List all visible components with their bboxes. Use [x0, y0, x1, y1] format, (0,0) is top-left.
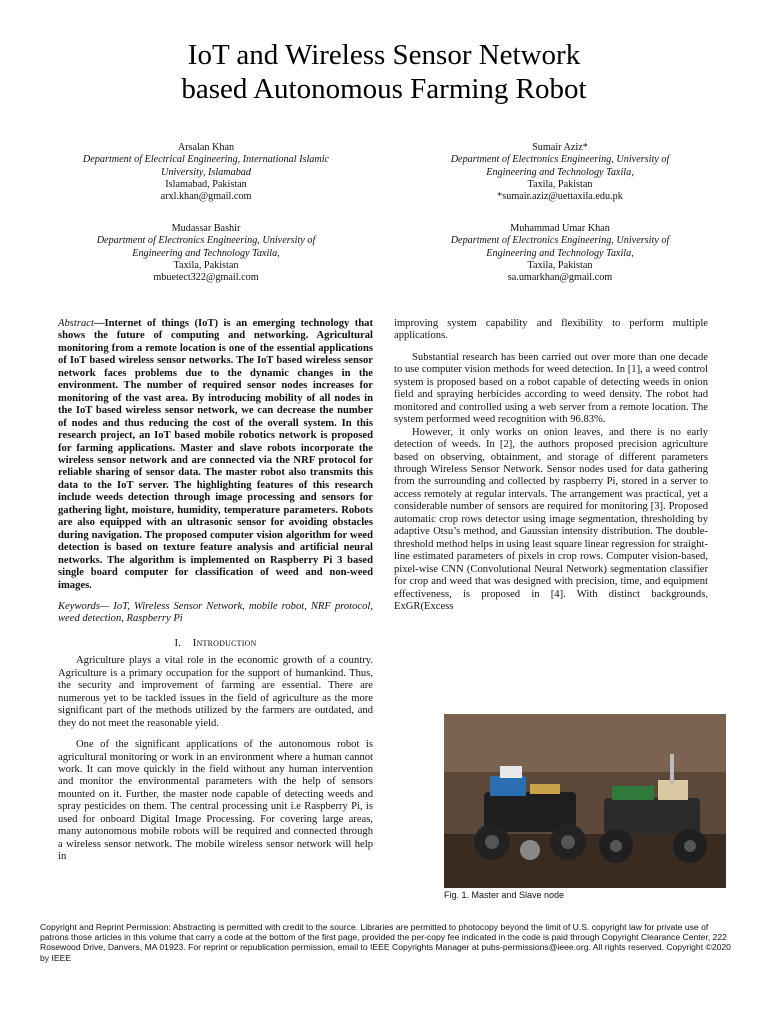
author-block-4	[394, 223, 726, 284]
author-name: Arsalan Khan	[177, 142, 235, 153]
author-email: mbuetect322@gmail.com	[153, 272, 259, 284]
author-block-2	[394, 142, 726, 203]
abstract-text: Internet of things (IoT) is an emerging technology that shows the future of computing and networking. Agricultural monitoring from a remote location is one of the essential applications of IoT based wireless sensor networks. The IoT based wireless sensor network faces problems due to the dynamic changes in the environment. The number of required sensor nodes increases for monitoring of the vast area. By introducing mobility of all nodes in the IoT based wireless sensor network, we can decrease the number of nodes and thus reducing the cost of the overall system. In this research project, an IoT based mobile robotics network is proposed for farming applications. Master and slave robots incorporate the wireless sensor network and are connected via the NRF protocol for reliable sharing of sensor data. The master robot also transmits this data to the IoT server. The highlighting features of this research include weeds detection through image processing and sensors for gathering light, moisture, humidity, temperature parameters. Robots are also equipped with an ultrasonic sensor for avoiding obstacles during navigation. The proposed computer vision algorithm for weed detection is based on texture feature analysis and artificial neural networks. The algorithm is implemented on Raspberry Pi 3 based single board computer for classification of weed and non-weed images.	[58, 318, 373, 591]
left-column	[58, 318, 373, 864]
keywords: Keywords— IoT, Wireless Sensor Network, mobile robot, NRF protocol, weed detection, Raspberry Pi	[58, 600, 373, 625]
paragraph: improving system capability and flexibility to perform multiple applications.	[394, 318, 708, 342]
section-title: Introduction	[192, 636, 257, 649]
author-name: Muhammad Umar Khan	[510, 223, 610, 234]
author-email: *sumair.aziz@uettaxila.edu.pk	[497, 191, 623, 203]
paper-title	[0, 38, 768, 106]
author-affiliation: Department of Electronics Engineering, University of	[450, 154, 670, 166]
author-email: arxl.khan@gmail.com	[160, 191, 252, 203]
paragraph: Substantial research has been carried out over more than one decade to use computer vision methods for weed detection. In [1], a weed control system is proposed based on a robot capable of detecting weeds in onion field and spraying herbicides according to weed density. The robot had monitored and controlled using a web server from a remote location. The system performed weed recognition with 96.83%.	[394, 351, 708, 426]
paragraph: However, it only works on onion leaves, and there is no early detection of weeds. In [2], the authors proposed precision agriculture based on observing, obtainment, and storage of different parameters through Wireless Sensor Network. Sensor nodes used for data gathering from the surrounding and collected by raspberry Pi, stored in a server to access remotely at regular intervals. The arrangement was practical, yet a considerable number of sensors are required for monitoring [3]. Proposed automatic crop rows detector using image segmentation, thresholding by adaptive Otsu’s method, and Gaussian intensity distribution. The double-threshold method helps in using least square linear regression for straight-line estimated parameters of pixels in crop rows. Computer vision-based, pixel-wise CNN (Convolutional Neural Network) segmentation classifier for crop and weed that was designed with precision, time, and equipment effectiveness, is proposed in [4]. With distinct backgrounds, ExGR(Excess	[394, 426, 708, 612]
abstract	[58, 318, 373, 592]
author-affiliation: Department of Electrical Engineering, International Islamic	[82, 154, 330, 166]
author-affiliation: University, Islamabad	[161, 166, 251, 178]
author-location: Taxila, Pakistan	[527, 178, 593, 190]
author-affiliation: Engineering and Technology Taxila,	[486, 166, 634, 178]
section-number: I.	[174, 636, 182, 649]
author-location: Taxila, Pakistan	[527, 259, 593, 271]
robot-photo-illustration	[444, 714, 726, 888]
paragraph: One of the significant applications of the autonomous robot is agricultural monitoring or work in an environment where a human cannot work. It can move quickly in the field without any human intervention and monitor the environmental parameters with the help of sensors mounted on it. Further, the master node capable of detecting weeds and spray pesticides on them. The central processing unit i.e Raspberry Pi, is used for onboard Digital Image Processing. For covering large areas, many autonomous mobile robots will be required and connected through a wireless sensor network. The mobile wireless sensor network will help in	[58, 739, 373, 863]
paper-title-line-2: based Autonomous Farming Robot	[181, 73, 587, 105]
section-heading-introduction	[58, 637, 373, 649]
author-email: sa.umarkhan@gmail.com	[507, 272, 613, 284]
author-location: Taxila, Pakistan	[173, 259, 239, 271]
author-affiliation: Department of Electronics Engineering, University of	[450, 235, 670, 247]
author-name: Sumair Aziz*	[532, 142, 588, 153]
author-affiliation: Engineering and Technology Taxila,	[486, 247, 634, 259]
figure-caption: Fig. 1. Master and Slave node	[444, 890, 565, 900]
abstract-dash: —	[93, 318, 105, 329]
author-location: Islamabad, Pakistan	[165, 178, 247, 190]
author-block-1	[40, 142, 372, 203]
author-affiliation: Department of Electronics Engineering, University of	[96, 235, 316, 247]
right-column	[394, 318, 708, 613]
abstract-label: Abstract	[58, 318, 94, 329]
robot-photo	[444, 714, 726, 888]
author-block-3	[40, 223, 372, 284]
author-name: Mudassar Bashir	[171, 223, 241, 234]
paper-title-line-1: IoT and Wireless Sensor Network	[187, 39, 581, 71]
author-affiliation: Engineering and Technology Taxila,	[132, 247, 280, 259]
copyright-footer: Copyright and Reprint Permission: Abstracting is permitted with credit to the source. Libraries are permitted to photocopy beyond the limit of U.S. copyright law for private use of patrons those articles in this volume that carry a code at the bottom of the first page, provided the per-copy fee indicated in the code is paid through Copyright Clearance Center, 222 Rosewood Drive, Danvers, MA 01923. For reprint or republication permission, email to IEEE Copyrights Manager at pubs-permissions@ieee.org. All rights reserved. Copyright ©2020 by IEEE	[40, 922, 731, 963]
paragraph: Agriculture plays a vital role in the economic growth of a country. Agriculture is a primary occupation for the support of humankind. Thus, the security and improvement of farming are essential. There are numerous yet to be tackled issues in the field of agriculture as the more significant part of the methods utilized by the farmers are outdated, and they do not meet the reasonable yield.	[58, 655, 373, 729]
